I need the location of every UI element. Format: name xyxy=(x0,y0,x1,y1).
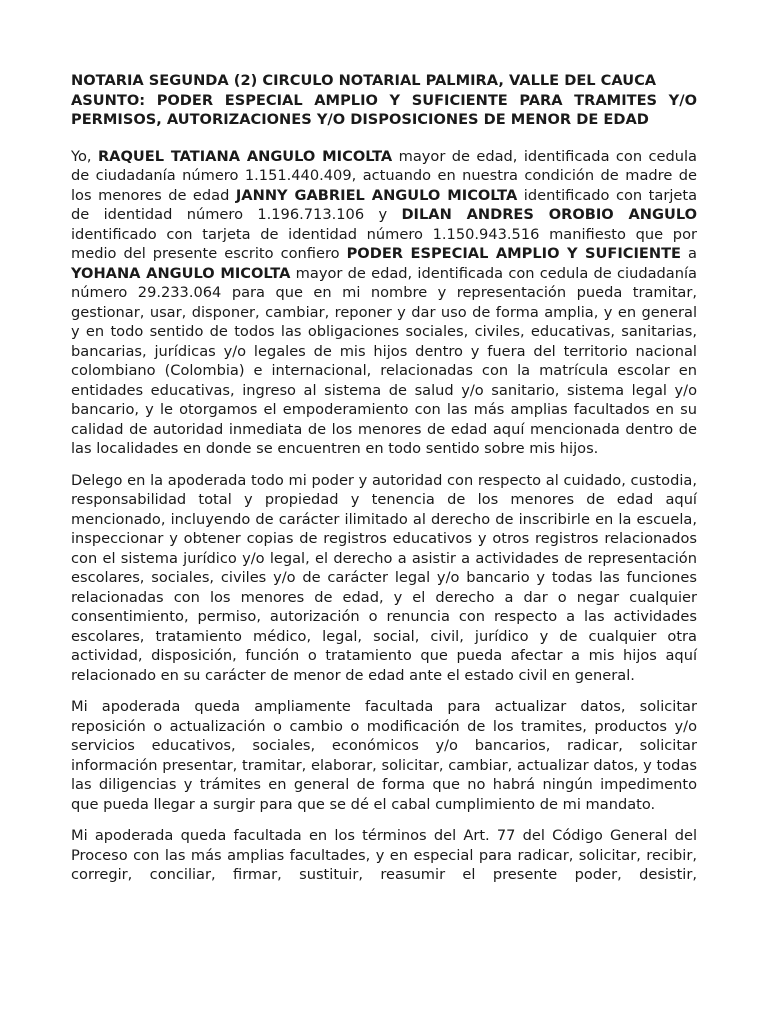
p1-text-0: Yo, xyxy=(71,147,98,165)
p1-text-4: a xyxy=(681,245,697,262)
document-page xyxy=(71,71,697,897)
paragraph-delegacion: Delego en la apoderada todo mi poder y autoridad con respecto al cuidado, custodia, responsabilidad total y propiedad y tenencia de los menores de edad aquí mencionado, incluyendo de carácter ilimitado al derecho de inscribirle en la escuela, inspeccionar y obtener copias de registros educativos y otros registros relacionados con el sistema jurídico y/o legal, el derecho a asistir a actividades de representación escolares, sociales, civiles y/o de carácter legal y/o bancario y todas las funciones relacionadas con los menores de edad, y el derecho a dar o negar cualquier consentimiento, permiso, autorización o renuncia con respecto a las actividades escolares, tratamiento médico, legal, social, civil, jurídico y de cualquier otra actividad, disposición, función o tratamiento que pueda afectar a mis hijos aquí relacionado en su carácter de menor de edad ante el estado civil en general. xyxy=(71,471,697,684)
name-dilan-andres-orobio-angulo: DILAN ANDRES OROBIO ANGULO xyxy=(401,206,697,223)
paragraph-facultades: Mi apoderada queda ampliamente facultada para actualizar datos, solicitar reposición o actualización o cambio o modificación de los tramites, productos y/o servicios educativos, sociales, económicos y/o bancarios, radicar, solicitar información presentar, tramitar, elaborar, solicitar, cambiar, actualizar datos, y todas las diligencias y trámites en general de forma que no habrá ningún impedimento que pueda llegar a surgir para que se dé el cabal cumplimiento de mi mandato. xyxy=(71,698,697,813)
heading-asunto-continuation: PERMISOS, AUTORIZACIONES Y/O DISPOSICIONES DE MENOR DE EDAD xyxy=(71,111,649,128)
p1-text-1: mayor de edad, identificada con cedula de ciudadanía número 1.151.440.409, actuando en nuestra condición de madre de los menores de edad xyxy=(71,147,697,204)
poder-especial-phrase: PODER ESPECIAL AMPLIO Y SUFICIENTE xyxy=(346,245,681,262)
p1-text-3: identificado con tarjeta de identidad número 1.150.943.516 manifiesto que por medio del presente escrito confiero xyxy=(71,225,697,262)
document-heading xyxy=(71,71,697,130)
paragraph-art-77: Mi apoderada queda facultada en los términos del Art. 77 del Código General del Proceso con las más amplias facultades, y en especial para radicar, solicitar, recibir, corregir, conciliar, firmar, sustituir, reasumir el presente poder, desistir, xyxy=(71,827,697,883)
heading-asunto: ASUNTO: PODER ESPECIAL AMPLIO Y SUFICIENTE PARA TRAMITES Y/O xyxy=(71,91,697,109)
heading-notaria: NOTARIA SEGUNDA (2) CIRCULO NOTARIAL PALMIRA, VALLE DEL CAUCA xyxy=(71,72,657,89)
p1-text-5: mayor de edad, identificada con cedula de ciudadanía número 29.233.064 para que en mi nombre y representación pueda tramitar, gestionar, usar, disponer, cambiar, reponer y dar uso de forma amplia, y en general y en todo sentido de todos las obligaciones sociales, civiles, educativas, sanitarias, bancarias, jurídicas y/o legales de mis hijos dentro y fuera del territorio nacional colombiano (Colombia) e internacional, relacionadas con la matrícula escolar en entidades educativas, ingreso al sistema de salud y/o sanitario, sistema legal y/o bancario, y le otorgamos el empoderamiento con las más amplias facultados en su calidad de autoridad inmediata de los menores de edad aquí mencionada dentro de las localidades en donde se encuentren en todo sentido sobre mis hijos. xyxy=(71,264,697,457)
name-janny-gabriel-angulo-micolta: JANNY GABRIEL ANGULO MICOLTA xyxy=(235,186,518,204)
name-raquel-tatiana-angulo-micolta: RAQUEL TATIANA ANGULO MICOLTA xyxy=(97,147,393,165)
p1-text-2: identificado con tarjeta de identidad número 1.196.713.106 y xyxy=(71,186,698,223)
paragraph-otorgamiento xyxy=(71,147,697,459)
name-yohana-angulo-micolta: YOHANA ANGULO MICOLTA xyxy=(71,264,291,282)
